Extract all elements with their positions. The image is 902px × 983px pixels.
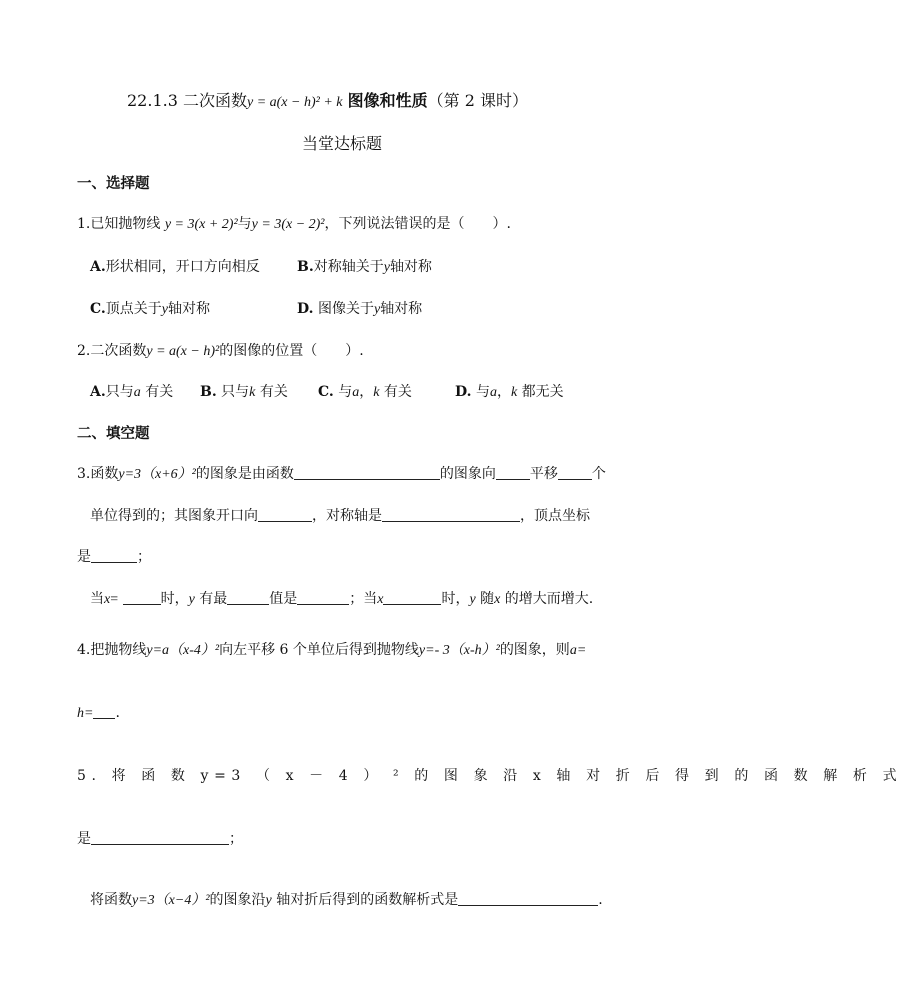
section-heading-fill: 二、填空题 bbox=[77, 425, 150, 442]
option-text: 与 bbox=[471, 384, 490, 400]
title-formula: y = a(x − h)² + k bbox=[246, 95, 343, 110]
q1-option-b bbox=[297, 256, 432, 276]
option-label: B. bbox=[200, 384, 217, 400]
section-heading-choice: 一、选择题 bbox=[77, 175, 150, 192]
q4-var: a= bbox=[569, 643, 587, 658]
option-text: 轴对称 bbox=[168, 301, 210, 317]
q3-text: = bbox=[110, 592, 119, 607]
option-var: a bbox=[489, 385, 497, 400]
q3-text: 值是 bbox=[269, 591, 298, 607]
q2-option-a bbox=[90, 381, 173, 401]
q5-formula: y=3（x−4）² bbox=[132, 893, 210, 908]
option-text: 都无关 bbox=[517, 384, 564, 400]
answer-blank[interactable] bbox=[258, 507, 312, 522]
q3-text: 的图象是由函数 bbox=[195, 466, 294, 482]
option-var: y bbox=[161, 302, 168, 317]
answer-blank[interactable] bbox=[123, 590, 161, 605]
q1-text-c: ，下列说法错误的是（ ）. bbox=[324, 216, 511, 232]
q2-text-a: 二次函数 bbox=[90, 343, 147, 359]
q3-var: x bbox=[494, 592, 501, 607]
q3-text: ；当 bbox=[349, 591, 378, 607]
option-text: 图像关于 bbox=[313, 301, 374, 317]
question-3-line-2 bbox=[90, 505, 590, 525]
answer-blank[interactable] bbox=[93, 704, 115, 719]
question-5-line-1: 5. 将 函 数 y=3 （ x － 4 ） ² 的 图 象 沿 x 轴 对 折 后 得 到 的 函 数 解 析 式 bbox=[77, 768, 902, 784]
option-var: y bbox=[373, 302, 381, 317]
q3-text: ，对称轴是 bbox=[312, 508, 382, 524]
option-text: 对称轴关于 bbox=[313, 259, 384, 275]
answer-blank[interactable] bbox=[227, 590, 269, 605]
q4-text: 4.把抛物线 bbox=[77, 642, 147, 658]
option-text: 只与 bbox=[216, 384, 250, 400]
q3-var: y bbox=[188, 592, 195, 607]
option-label: A. bbox=[90, 259, 106, 275]
option-text: 顶点关于 bbox=[105, 301, 162, 317]
q3-text: 时， bbox=[441, 591, 470, 607]
option-label: D. bbox=[455, 384, 472, 400]
answer-blank[interactable] bbox=[382, 507, 520, 522]
option-label: C. bbox=[318, 384, 334, 400]
question-4-line-2 bbox=[77, 704, 120, 722]
question-1 bbox=[77, 213, 511, 233]
q2-text-b: 的图像的位置（ ）. bbox=[219, 343, 364, 359]
q4-var: h= bbox=[77, 706, 94, 721]
option-var: a bbox=[133, 385, 141, 400]
q3-text: 时， bbox=[160, 591, 189, 607]
option-text: 轴对称 bbox=[389, 259, 432, 275]
answer-blank[interactable] bbox=[383, 590, 441, 605]
answer-blank[interactable] bbox=[458, 891, 598, 906]
option-var: a bbox=[352, 385, 360, 400]
page-title bbox=[127, 88, 528, 111]
q3-text: 个 bbox=[591, 466, 606, 482]
option-text: 只与 bbox=[105, 384, 134, 400]
option-text: 形状相同，开口方向相反 bbox=[105, 259, 260, 275]
q3-text: 平移 bbox=[529, 466, 558, 482]
q1-text-b: 与 bbox=[237, 216, 252, 232]
q1-number: 1. bbox=[77, 216, 91, 232]
q3-var: x bbox=[377, 592, 384, 607]
q1-formula-2: y = 3(x − 2)² bbox=[251, 217, 325, 232]
q5-text: 是 bbox=[77, 831, 91, 847]
title-suffix-paren: （第 2 课时） bbox=[427, 91, 528, 110]
q5-text: . bbox=[598, 892, 603, 908]
option-var: k bbox=[510, 385, 518, 400]
q3-text: 是 bbox=[77, 549, 91, 565]
q3-text: ，顶点坐标 bbox=[520, 508, 590, 524]
q3-text: 的增大而增大. bbox=[500, 591, 594, 607]
page-subtitle: 当堂达标题 bbox=[302, 134, 383, 153]
q1-option-a bbox=[90, 256, 260, 276]
option-var: k bbox=[249, 385, 256, 400]
option-sep: ， bbox=[359, 384, 374, 400]
q3-text: 单位得到的；其图象开口向 bbox=[90, 508, 258, 524]
option-text: 有关 bbox=[140, 384, 174, 400]
title-suffix-bold: 图像和性质 bbox=[347, 91, 428, 110]
q4-formula: y=- 3（x-h）² bbox=[418, 643, 500, 658]
option-label: B. bbox=[297, 259, 314, 275]
title-prefix: 22.1.3 二次函数 bbox=[127, 91, 247, 110]
q5-text: 的图象沿 bbox=[209, 892, 266, 908]
answer-blank[interactable] bbox=[558, 465, 592, 480]
q5-text: 将函数 bbox=[90, 892, 132, 908]
answer-blank[interactable] bbox=[294, 465, 440, 480]
q4-text: . bbox=[115, 705, 120, 721]
q3-text: 3.函数 bbox=[77, 466, 119, 482]
option-label: D. bbox=[297, 301, 314, 317]
question-5-line-3 bbox=[90, 889, 603, 909]
q1-formula-1: y = 3(x + 2)² bbox=[164, 217, 238, 232]
q2-option-c bbox=[318, 381, 412, 401]
q3-text: 有最 bbox=[194, 591, 228, 607]
q2-formula: y = a(x − h)² bbox=[146, 344, 220, 359]
option-text: 有关 bbox=[379, 384, 412, 400]
question-3-line-3 bbox=[77, 546, 151, 566]
option-text: 有关 bbox=[255, 384, 288, 400]
question-4-line-1 bbox=[77, 639, 586, 659]
q3-text: 的图象向 bbox=[439, 466, 496, 482]
answer-blank[interactable] bbox=[496, 465, 530, 480]
option-sep: ， bbox=[496, 384, 511, 400]
answer-blank[interactable] bbox=[91, 548, 137, 563]
q1-text-a: 已知抛物线 bbox=[90, 216, 161, 232]
q4-text: 向左平移 6 个单位后得到抛物线 bbox=[219, 642, 419, 658]
question-2 bbox=[77, 340, 364, 360]
option-label: C. bbox=[90, 301, 106, 317]
q2-number: 2. bbox=[77, 343, 91, 359]
q5-text: 轴对折后得到的函数解析式是 bbox=[271, 892, 459, 908]
q1-option-d bbox=[297, 298, 422, 318]
option-var: k bbox=[373, 385, 380, 400]
question-5-line-2 bbox=[77, 828, 243, 848]
q5-text: ； bbox=[229, 831, 243, 847]
q4-formula: y=a（x-4）² bbox=[146, 643, 220, 658]
q2-option-b bbox=[200, 381, 288, 401]
option-var: y bbox=[383, 260, 390, 275]
option-label: A. bbox=[90, 384, 106, 400]
answer-blank[interactable] bbox=[297, 590, 349, 605]
q1-option-c bbox=[90, 298, 210, 318]
option-text: 与 bbox=[333, 384, 353, 400]
q3-var: x bbox=[104, 592, 111, 607]
q3-var: y bbox=[469, 592, 476, 607]
q5-var: y bbox=[265, 893, 272, 908]
q4-text: 的图象，则 bbox=[499, 642, 570, 658]
q3-formula: y=3（x+6）² bbox=[118, 467, 196, 482]
q3-text: 当 bbox=[90, 591, 104, 607]
option-text: 轴对称 bbox=[380, 301, 423, 317]
question-3-line-4 bbox=[90, 588, 593, 608]
q2-option-d bbox=[455, 381, 564, 401]
answer-blank[interactable] bbox=[91, 830, 229, 845]
q3-text: ； bbox=[137, 549, 151, 565]
q3-text: 随 bbox=[475, 591, 495, 607]
question-3-line-1 bbox=[77, 463, 606, 483]
